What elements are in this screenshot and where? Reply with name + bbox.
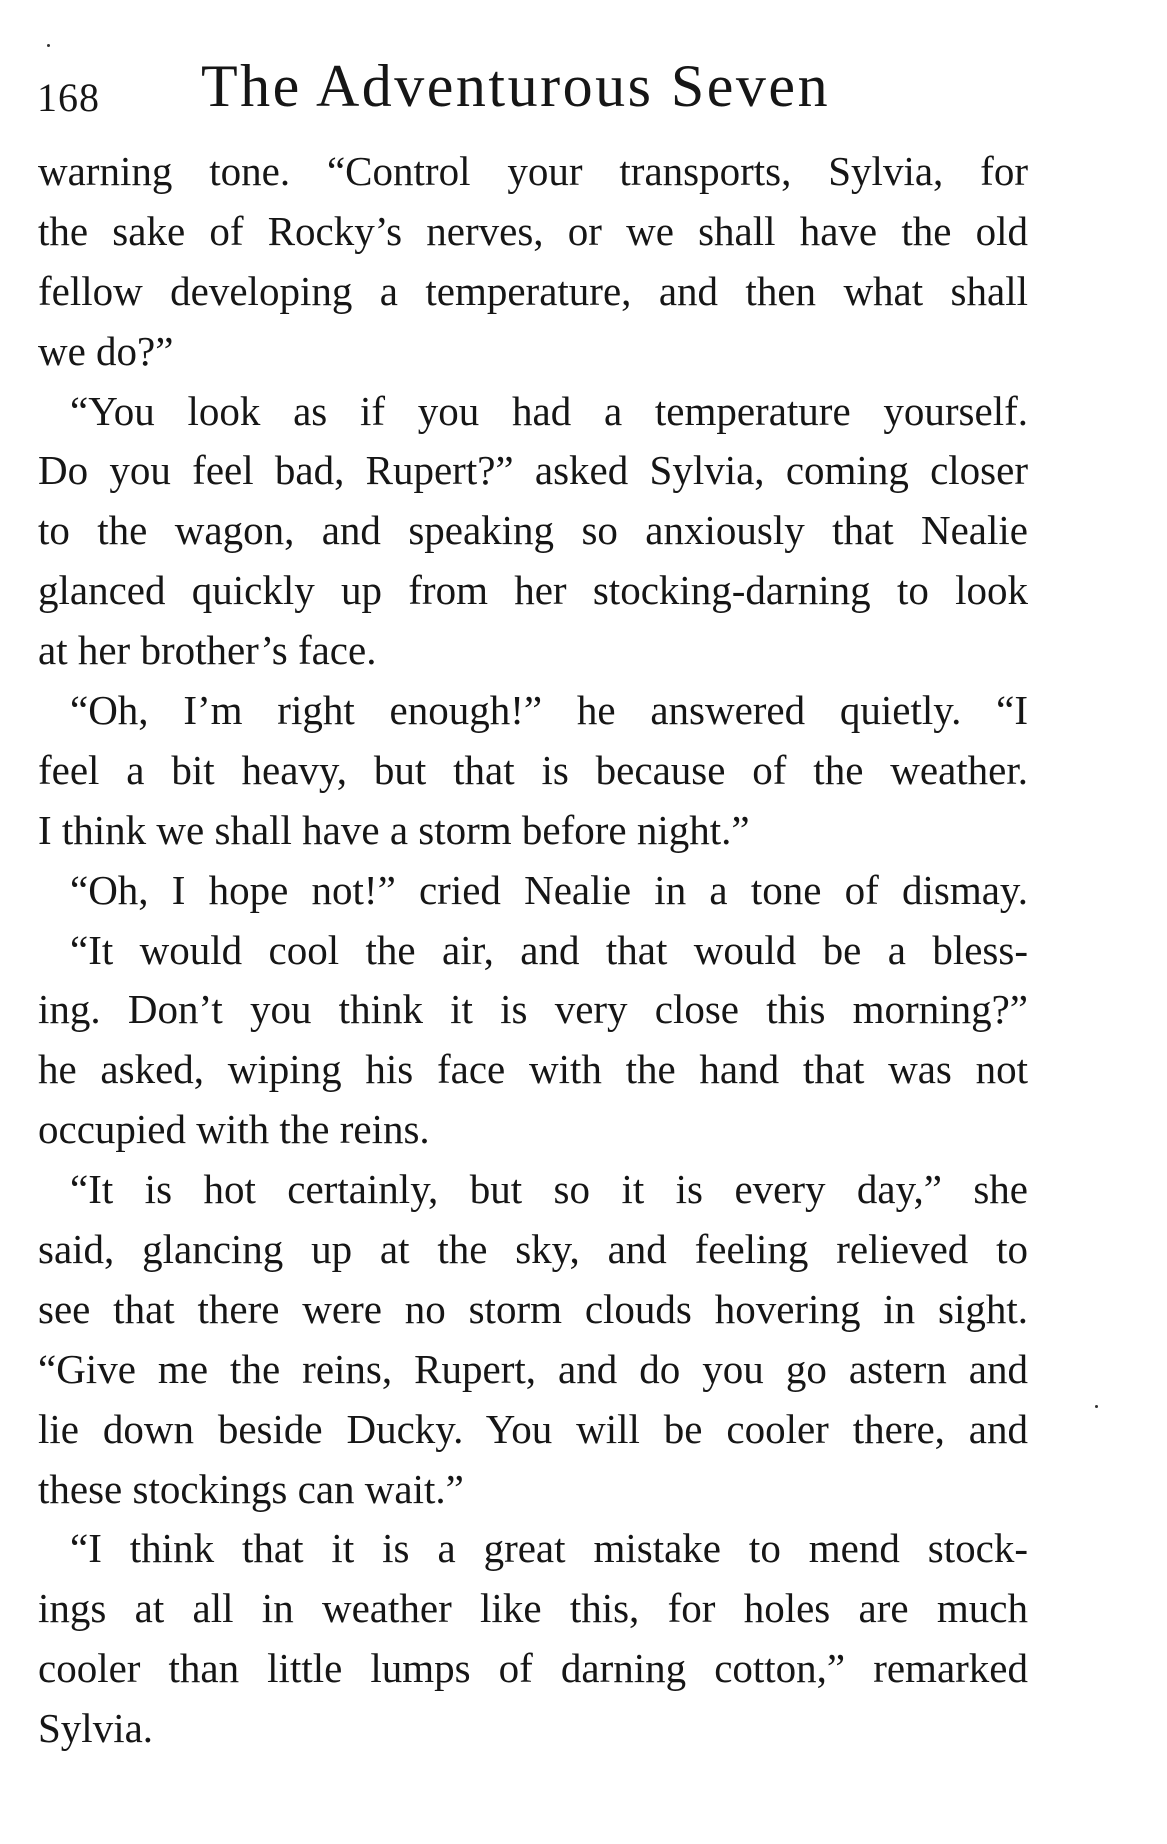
text-line: these stockings can wait.”	[38, 1465, 464, 1512]
text-line: ing. Don’t you think it is very close this morning?”	[38, 986, 1028, 1033]
text-line: “I think that it is a great mistake to mend stock-	[70, 1525, 1028, 1572]
text-line: lie down beside Ducky. You will be cooler there, and	[38, 1405, 1028, 1452]
text-line: see that there were no storm clouds hovering in sight.	[38, 1285, 1028, 1332]
text-line: Sylvia.	[38, 1705, 154, 1752]
text-line: “You look as if you had a temperature yourself.	[70, 387, 1028, 434]
text-line: at her brother’s face.	[38, 627, 377, 674]
text-line: we do?”	[38, 327, 174, 374]
text-line: I think we shall have a storm before night.”	[38, 806, 750, 853]
scan-speck	[1095, 1405, 1098, 1408]
text-line: “Oh, I’m right enough!” he answered quietly. “I	[70, 687, 1028, 734]
text-line: to the wagon, and speaking so anxiously that Nealie	[38, 507, 1028, 554]
text-line: said, glancing up at the sky, and feeling relieved to	[38, 1226, 1028, 1273]
text-line: “It is hot certainly, but so it is every day,” she	[70, 1166, 1028, 1213]
text-line: ings at all in weather like this, for holes are much	[38, 1585, 1028, 1632]
text-line: the sake of Rocky’s nerves, or we shall have the old	[38, 207, 1028, 254]
text-line: Do you feel bad, Rupert?” asked Sylvia, coming closer	[38, 447, 1028, 494]
text-line: he asked, wiping his face with the hand that was not	[38, 1046, 1028, 1093]
page-number: 168	[37, 75, 100, 120]
text-line: feel a bit heavy, but that is because of the weather.	[38, 746, 1028, 793]
text-line: cooler than little lumps of darning cotton,” remarked	[38, 1645, 1028, 1692]
text-line: occupied with the reins.	[38, 1106, 430, 1153]
text-line: warning tone. “Control your transports, Sylvia, for	[38, 148, 1028, 194]
scan-speck	[47, 44, 50, 47]
body-text	[38, 142, 1028, 1759]
running-title: The Adventurous Seven	[201, 53, 831, 119]
text-line: fellow developing a temperature, and then what shall	[38, 267, 1028, 314]
text-line: “Give me the reins, Rupert, and do you go astern and	[38, 1345, 1028, 1392]
text-line: “Oh, I hope not!” cried Nealie in a tone of dismay.	[70, 866, 1028, 913]
text-line: “It would cool the air, and that would be a bless-	[70, 926, 1028, 973]
page-header	[37, 52, 1037, 132]
text-line: glanced quickly up from her stocking-darning to look	[38, 567, 1028, 614]
